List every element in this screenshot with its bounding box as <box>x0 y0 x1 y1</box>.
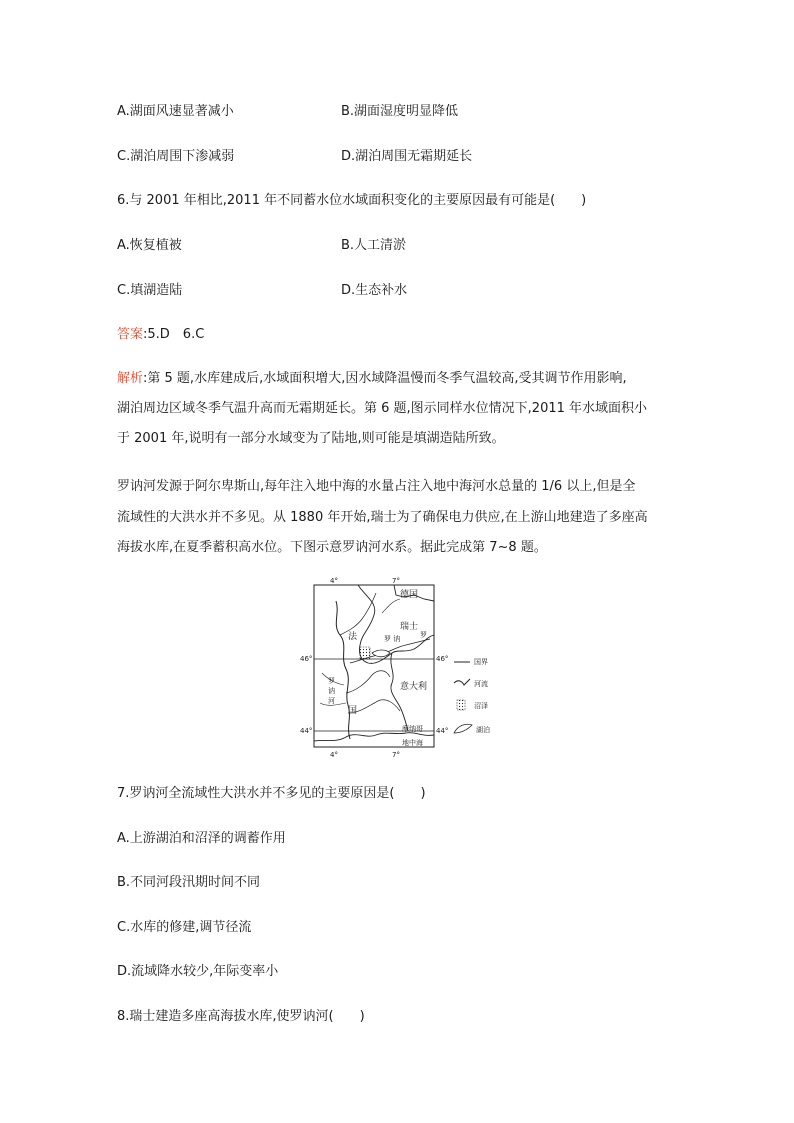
analysis-line-2: 湖泊周边区域冬季气温升高而无霜期延长。第 6 题,图示同样水位情况下,2011 年水域面积小 <box>117 401 648 416</box>
swamp-icon <box>457 700 465 710</box>
label-rhone-right: 罗 <box>420 631 427 639</box>
swamp-area <box>360 647 370 659</box>
lat-label-46-right: 46° <box>436 655 449 663</box>
passage-line-1: 罗讷河发源于阿尔卑斯山,每年注入地中海的水量占注入地中海河水总量的 1/6 以上,但是全 <box>117 479 636 494</box>
label-rhone-vertical-1: 罗 <box>328 677 335 685</box>
q7-stem: 7.罗讷河全流域性大洪水并不多见的主要原因是( ) <box>117 786 426 801</box>
q7-option-c: C.水库的修建,调节径流 <box>117 920 252 935</box>
q8-stem: 8.瑞士建造多座高海拔水库,使罗讷河( ) <box>117 1009 365 1024</box>
q5-option-b: B.湖面湿度明显降低 <box>341 104 459 119</box>
label-rhone-vertical-2: 讷 <box>328 687 335 695</box>
q7-option-b: B.不同河段汛期时间不同 <box>117 875 261 890</box>
isere-river <box>346 671 390 693</box>
answer-label: 答案 <box>117 327 144 342</box>
label-country-char: 国 <box>348 706 358 716</box>
label-rhone-vertical-3: 河 <box>328 697 335 705</box>
map-frame <box>314 585 434 747</box>
river-icon <box>454 679 470 685</box>
q6-option-c: C.填湖造陆 <box>117 283 183 298</box>
lat-label-44-right: 44° <box>436 727 449 735</box>
q5-option-c: C.湖泊周围下渗减弱 <box>117 149 235 164</box>
lon-label-7-top: 7° <box>392 577 400 585</box>
rhone-map-svg <box>296 573 526 768</box>
label-rhone-ch: 罗 讷 <box>384 635 401 643</box>
legend-label-swamp: 沼泽 <box>474 702 488 710</box>
q6-option-b: B.人工清淤 <box>341 238 407 253</box>
label-germany: 德国 <box>400 590 419 600</box>
answer-line <box>117 326 204 344</box>
q5-option-d: D.湖泊周围无霜期延长 <box>341 149 473 164</box>
lat-label-46-left: 46° <box>300 655 313 663</box>
passage-line-3: 海拔水库,在夏季蓄积高水位。下图示意罗讷河水系。据此完成第 7~8 题。 <box>117 540 547 555</box>
passage-line-2: 流域性的大洪水并不多见。从 1880 年开始,瑞士为了确保电力供应,在上游山地建造了多座高 <box>117 510 648 525</box>
label-italy: 意大利 <box>400 682 428 692</box>
analysis-line-3: 于 2001 年,说明有一部分水域变为了陆地,则可能是填湖造陆所致。 <box>117 431 505 446</box>
lon-label-7-bottom: 7° <box>392 751 400 759</box>
q6-option-a: A.恢复植被 <box>117 238 182 253</box>
answer-text: :5.D 6.C <box>143 327 205 342</box>
map-legend <box>454 657 490 734</box>
q6-stem: 6.与 2001 年相比,2011 年不同蓄水位水域面积变化的主要原因最有可能是( ) <box>117 193 587 208</box>
border-france-italy <box>391 653 408 731</box>
lon-label-4-bottom: 4° <box>330 751 338 759</box>
aare-river <box>382 599 400 613</box>
legend-label-border: 国界 <box>474 658 488 666</box>
q6-option-d: D.生态补水 <box>341 283 408 298</box>
label-monaco: 摩纳哥 <box>402 725 423 733</box>
lat-label-44-left: 44° <box>300 727 313 735</box>
label-mediterranean: 地中海 <box>402 739 423 747</box>
q5-option-a: A.湖面风速显著减小 <box>117 104 234 119</box>
legend-label-lake: 湖泊 <box>476 726 490 734</box>
rhone-river-map <box>296 573 526 768</box>
q7-option-a: A.上游湖泊和沼泽的调蓄作用 <box>117 831 286 846</box>
analysis-label: 解析 <box>117 371 144 386</box>
analysis-line-1 <box>117 370 627 388</box>
legend-label-river: 河流 <box>474 680 488 688</box>
saone-river <box>340 593 376 635</box>
rhone-river-main <box>336 601 350 739</box>
label-france-char: 法 <box>348 632 358 642</box>
q7-option-d: D.流域降水较少,年际变率小 <box>117 964 279 979</box>
lon-label-4-top: 4° <box>330 577 338 585</box>
analysis-text-1: :第 5 题,水库建成后,水域面积增大,因水域降温慢而冬季气温较高,受其调节作用影响, <box>143 371 627 386</box>
lake-icon <box>454 724 472 733</box>
label-switzerland: 瑞士 <box>400 622 419 632</box>
